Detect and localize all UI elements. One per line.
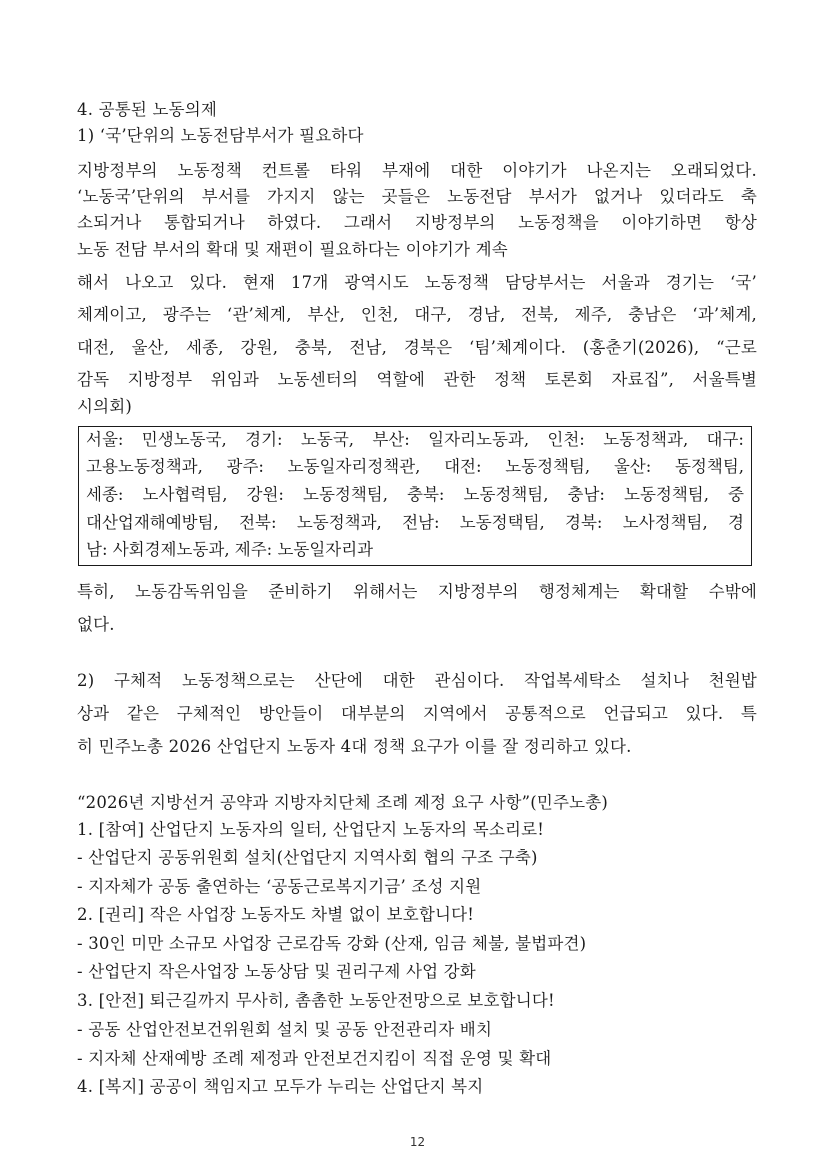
box-line: 세종: 노사협력팀, 강원: 노동정책팀, 충북: 노동정책팀, 충남: 노동정책팀, 중 — [86, 485, 744, 504]
list-item: 1. [참여] 산업단지 노동자의 일터, 산업단지 노동자의 목소리로! — [77, 820, 545, 839]
list-item: 4. [복지] 공공이 책임지고 모두가 누리는 산업단지 복지 — [77, 1077, 484, 1096]
paragraph-line: 노동 전담 부서의 확대 및 재편이 필요하다는 이야기가 계속 — [77, 240, 508, 259]
box-line: 대산업재해예방팀, 전북: 노동정책과, 전남: 노동정택팀, 경북: 노사정책팀, 경 — [86, 513, 744, 532]
box-line: 남: 사회경제노동과, 제주: 노동일자리과 — [86, 540, 374, 559]
list-item: 3. [안전] 퇴근길까지 무사히, 촘촘한 노동안전망으로 보호합니다! — [77, 991, 555, 1010]
box-line: 고용노동정책과, 광주: 노동일자리정책관, 대전: 노동정책팀, 울산: 동정책팀, — [86, 457, 744, 476]
department-list-box — [78, 426, 752, 566]
paragraph-line: ‘노동국’단위의 부서를 가지지 않는 곳들은 노동전담 부서가 없거나 있더라도 축 — [77, 187, 757, 206]
list-item: - 지자체 산재예방 조례 제정과 안전보건지킴이 직접 운영 및 확대 — [77, 1049, 552, 1068]
page-number: 12 — [409, 1135, 426, 1149]
paragraph-line: 감독 지방정부 위임과 노동센터의 역할에 관한 정책 토론회 자료집”, 서울특별 — [77, 370, 757, 389]
paragraph-line: 2) 구체적 노동정책으로는 산단에 대한 관심이다. 작업복세탁소 설치나 천원밥 — [77, 671, 757, 690]
subsection-title: 1) ‘국’단위의 노동전담부서가 필요하다 — [77, 126, 364, 145]
paragraph-line: 지방정부의 노동정책 컨트롤 타워 부재에 대한 이야기가 나온지는 오래되었다. — [77, 161, 757, 180]
paragraph-line: 체계이고, 광주는 ‘관’체계, 부산, 인천, 대구, 경남, 전북, 제주, 충남은 ‘과’체계, — [77, 305, 757, 324]
box-line: 서울: 민생노동국, 경기: 노동국, 부산: 일자리노동과, 인천: 노동정책과, 대구: — [86, 430, 744, 449]
paragraph-line: 상과 같은 구체적인 방안들이 대부분의 지역에서 공통적으로 언급되고 있다. 특 — [77, 704, 757, 723]
list-item: - 산업단지 작은사업장 노동상담 및 권리구제 사업 강화 — [77, 962, 476, 981]
paragraph-line: 대전, 울산, 세종, 강원, 충북, 전남, 경북은 ‘팀’체계이다. (홍춘기(2026), “근로 — [77, 338, 757, 357]
paragraph-line: 특히, 노동감독위임을 준비하기 위해서는 지방정부의 행정체계는 확대할 수밖에 — [77, 582, 757, 601]
list-item: 2. [권리] 작은 사업장 노동자도 차별 없이 보호합니다! — [77, 905, 475, 924]
list-title: “2026년 지방선거 공약과 지방자치단체 조례 제정 요구 사항”(민주노총) — [77, 793, 609, 812]
list-item: - 공동 산업안전보건위원회 설치 및 공동 안전관리자 배치 — [77, 1020, 493, 1039]
paragraph-line: 시의회) — [77, 397, 133, 416]
list-item: - 30인 미만 소규모 사업장 근로감독 강화 (산재, 임금 체불, 불법파견) — [77, 934, 587, 953]
list-item: - 산업단지 공동위원회 설치(산업단지 지역사회 협의 구조 구축) — [77, 848, 538, 867]
paragraph-line: 없다. — [77, 615, 115, 634]
section-heading: 4. 공통된 노동의제 — [77, 100, 218, 119]
paragraph-line: 히 민주노총 2026 산업단지 노동자 4대 정책 요구가 이를 잘 정리하고 있다. — [77, 737, 632, 756]
paragraph-line: 해서 나오고 있다. 현재 17개 광역시도 노동정책 담당부서는 서울과 경기는 ‘국’ — [77, 273, 757, 292]
list-item: - 지자체가 공동 출연하는 ‘공동근로복지기금’ 조성 지원 — [77, 877, 482, 896]
paragraph-line: 소되거나 통합되거나 하였다. 그래서 지방정부의 노동정책을 이야기하면 항상 — [77, 213, 757, 232]
